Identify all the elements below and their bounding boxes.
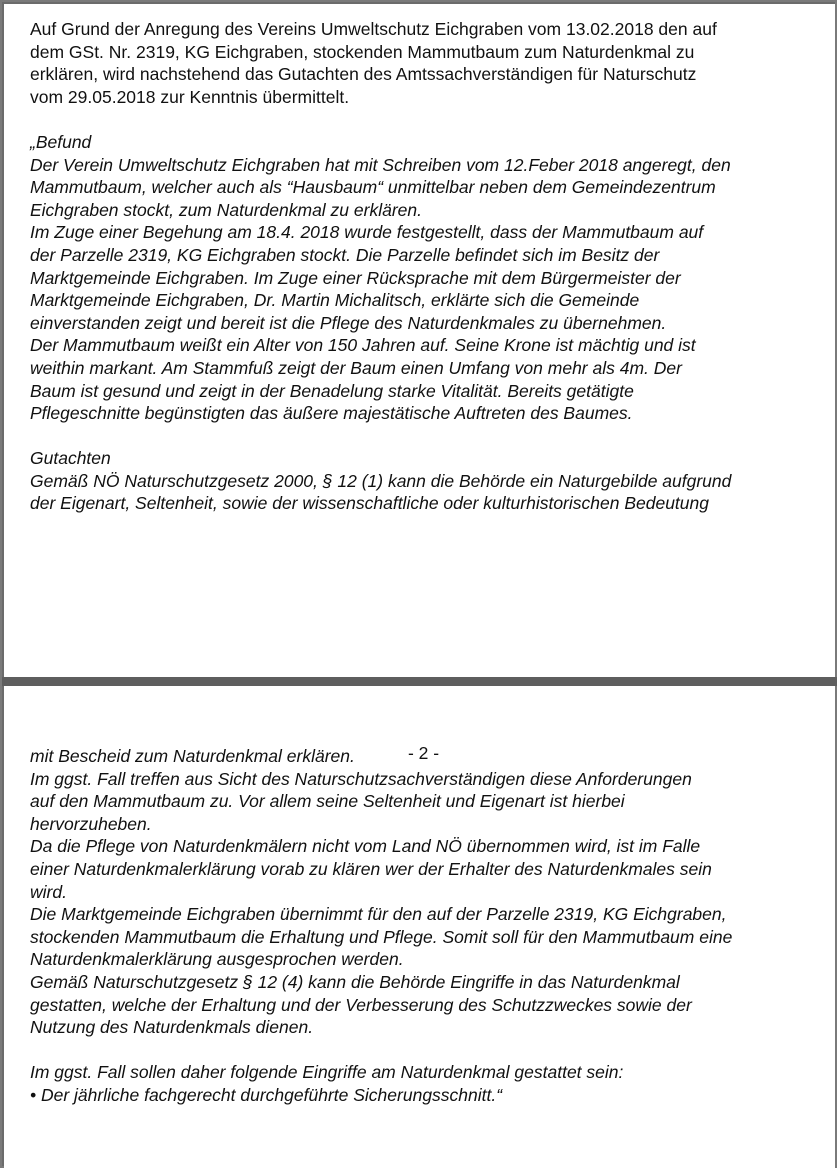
text-line: mit Bescheid zum Naturdenkmal erklären. [30, 746, 355, 766]
text-line: Eichgraben stockt, zum Naturdenkmal zu erklären. [30, 199, 422, 220]
text-line: Gemäß NÖ Naturschutzgesetz 2000, § 12 (1) kann die Behörde ein Naturgebilde aufgrund [30, 470, 732, 491]
text-line: Da die Pflege von Naturdenkmälern nicht vom Land NÖ übernommen wird, ist im Falle [30, 836, 701, 857]
page-number: - 2 - [407, 743, 440, 763]
text-line: vom 29.05.2018 zur Kenntnis übermittelt. [30, 86, 350, 107]
text-line: Mammutbaum, welcher auch als “Hausbaum“ unmittelbar neben dem Gemeindezentrum [30, 177, 716, 198]
text-line: Baum ist gesund und zeigt in der Benadelung starke Vitalität. Bereits getätigte [30, 380, 634, 401]
page-1 [4, 4, 835, 677]
text-line: einverstanden zeigt und bereit ist die Pflege des Naturdenkmales zu übernehmen. [30, 312, 667, 333]
closing-section [30, 1061, 815, 1106]
gutachten-section [30, 447, 815, 515]
paragraph-spacer [30, 108, 815, 131]
text-line: Marktgemeinde Eichgraben, Dr. Martin Michalitsch, erklärte sich die Gemeinde [30, 290, 640, 311]
befund-section [30, 131, 815, 425]
text-line: Naturdenkmalerklärung ausgesprochen werden. [30, 949, 404, 970]
text-line: wird. [30, 881, 67, 902]
text-line: stockenden Mammutbaum die Erhaltung und Pflege. Somit soll für den Mammutbaum eine [30, 926, 733, 947]
text-line: einer Naturdenkmalerklärung vorab zu klären wer der Erhalter des Naturdenkmales sein [30, 858, 712, 879]
text-line: Der Mammutbaum weißt ein Alter von 150 Jahren auf. Seine Krone ist mächtig und ist [30, 335, 696, 356]
text-line: der Eigenart, Seltenheit, sowie der wissenschaftliche oder kulturhistorischen Bedeutung [30, 493, 709, 514]
text-line: gestatten, welche der Erhaltung und der Verbesserung des Schutzzweckes sowie der [30, 994, 692, 1015]
text-line: Nutzung des Naturdenkmals dienen. [30, 1017, 314, 1038]
text-line: Gemäß Naturschutzgesetz § 12 (4) kann die Behörde Eingriffe in das Naturdenkmal [30, 971, 680, 992]
text-line: weithin markant. Am Stammfuß zeigt der Baum einen Umfang von mehr als 4m. Der [30, 357, 682, 378]
text-line: Der Verein Umweltschutz Eichgraben hat mit Schreiben vom 12.Feber 2018 angeregt, den [30, 154, 731, 175]
befund-heading: „Befund [30, 131, 92, 152]
gutachten-heading: Gutachten [30, 448, 111, 469]
text-line: auf den Mammutbaum zu. Vor allem seine Seltenheit und Eigenart ist hierbei [30, 791, 625, 812]
gutachten-continued [30, 745, 815, 1039]
text-line: Pflegeschnitte begünstigten das äußere majestätische Auftreten des Baumes. [30, 403, 633, 424]
text-line: dem GSt. Nr. 2319, KG Eichgraben, stockenden Mammutbaum zum Naturdenkmal zu [30, 41, 695, 62]
text-line: Marktgemeinde Eichgraben. Im Zuge einer Rücksprache mit dem Bürgermeister der [30, 267, 681, 288]
text-line: Die Marktgemeinde Eichgraben übernimmt für den auf der Parzelle 2319, KG Eichgraben, [30, 904, 727, 925]
text-line: Im ggst. Fall treffen aus Sicht des Naturschutzsachverständigen diese Anforderungen [30, 768, 692, 789]
text-line: der Parzelle 2319, KG Eichgraben stockt. Die Parzelle befindet sich im Besitz der [30, 244, 660, 265]
intro-paragraph [30, 18, 815, 108]
paragraph-spacer [30, 425, 815, 448]
text-line: hervorzuheben. [30, 813, 152, 834]
text-line: Im ggst. Fall sollen daher folgende Eingriffe am Naturdenkmal gestattet sein: [30, 1062, 624, 1083]
page-2 [4, 686, 835, 1168]
text-line: Auf Grund der Anregung des Vereins Umweltschutz Eichgraben vom 13.02.2018 den auf [30, 19, 717, 39]
text-line: Im Zuge einer Begehung am 18.4. 2018 wurde festgestellt, dass der Mammutbaum auf [30, 222, 704, 243]
paragraph-spacer [30, 1039, 815, 1062]
text-line: erklären, wird nachstehend das Gutachten des Amtssachverständigen für Naturschutz [30, 64, 697, 85]
page-separator [2, 677, 837, 686]
bullet-item: • Der jährliche fachgerecht durchgeführte Sicherungsschnitt.“ [30, 1084, 503, 1105]
